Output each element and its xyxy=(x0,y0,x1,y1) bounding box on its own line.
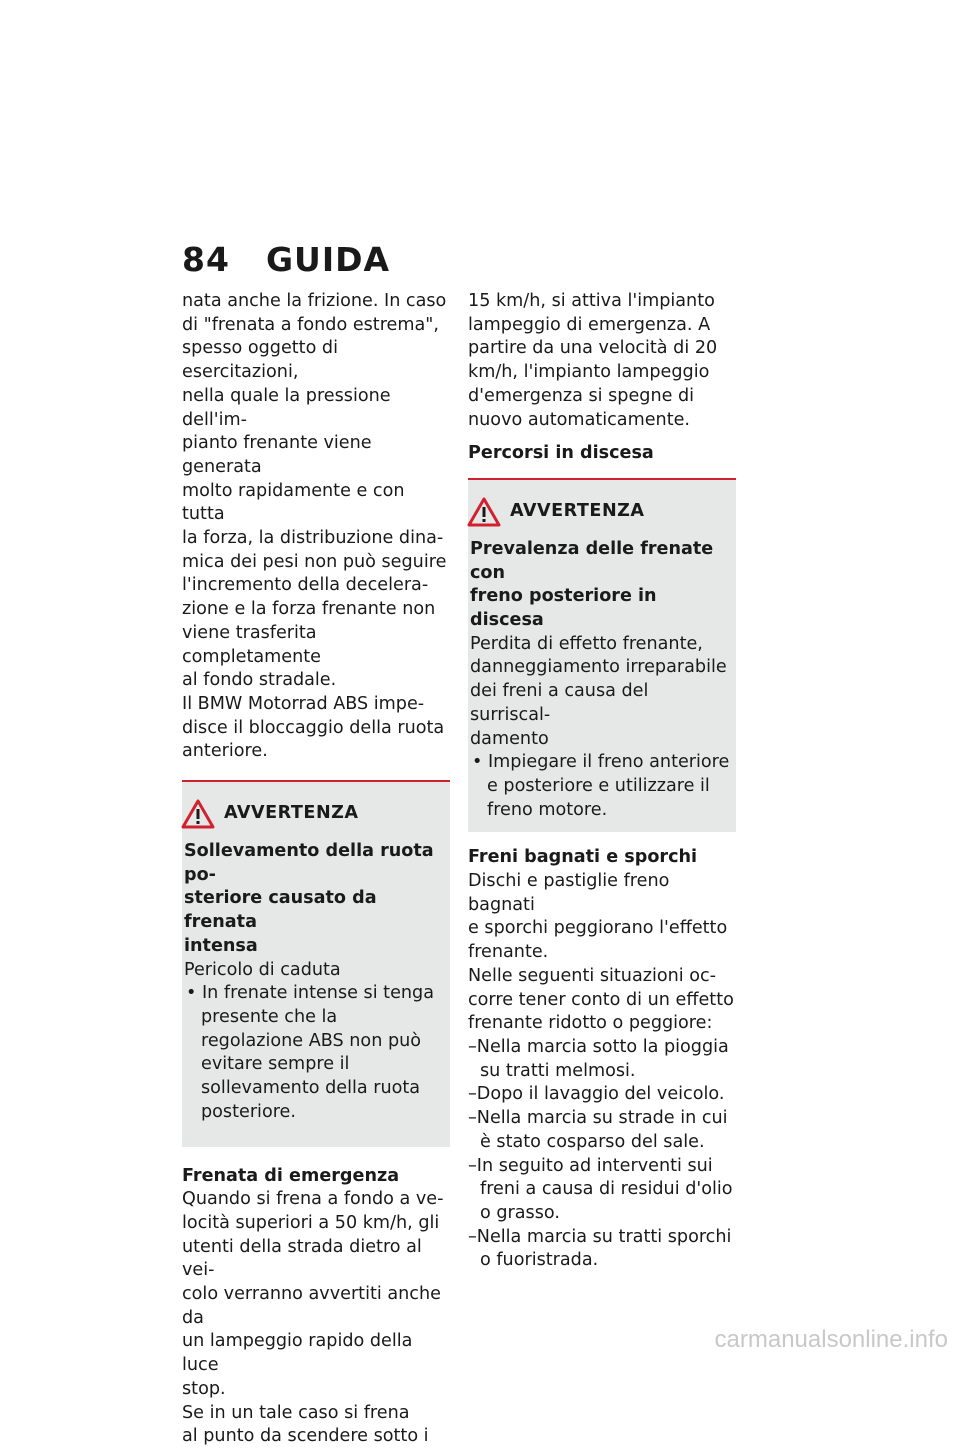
warning-risk: Pericolo di caduta xyxy=(184,959,341,980)
warning-bullet: • In frenate intense si tenga presente che la regolazione ABS non può evitare sempre il sollevamento della ruota posteriore. xyxy=(186,983,434,1122)
right-column xyxy=(468,290,736,1273)
list-item: –Nella marcia su strade in cui è stato cosparso del sale. xyxy=(468,1108,728,1152)
subheading: Freni bagnati e sporchi xyxy=(468,847,698,868)
list-item: –Nella marcia su tratti sporchi o fuoristrada. xyxy=(468,1226,732,1271)
section-title: GUIDA xyxy=(265,239,391,279)
warning-triangle-icon xyxy=(466,496,502,528)
page-header xyxy=(182,238,390,280)
paragraph: Dischi e pastiglie freno bagnati e sporchi peggiorano l'effetto frenante. xyxy=(468,871,728,963)
paragraph: Nelle seguenti situazioni oc- corre tener conto di un effetto frenante ridotto o peggiore: xyxy=(468,965,734,1034)
warning-bullet: • Impiegare il freno anteriore e posteriore e utilizzare il freno motore. xyxy=(472,752,730,820)
warning-heading: Prevalenza delle frenate con freno posteriore in discesa xyxy=(470,538,714,631)
warning-title-row xyxy=(180,798,450,830)
warning-heading: Sollevamento della ruota po- steriore causato da frenata intensa xyxy=(184,841,434,956)
paragraph: nata anche la frizione. In caso di "frenata a fondo estrema", spesso oggetto di esercitazioni, nella quale la pressione dell'im- pianto frenante viene generata molto rapidamente e con tutta la forza, la distribuzione dina- mica dei pesi non può seguire l'incremento della decelera- zione e la forza frenante non viene trasferita completamente al fondo stradale. xyxy=(182,291,447,691)
warning-body xyxy=(468,528,736,822)
watermark: carmanualsonline.info xyxy=(714,1326,948,1353)
list-item: –Dopo il lavaggio del veicolo. xyxy=(468,1084,725,1105)
warning-triangle-icon xyxy=(180,798,216,830)
list-item: –Nella marcia sotto la pioggia su tratti melmosi. xyxy=(468,1036,729,1081)
page-number: 84 xyxy=(182,239,230,279)
paragraph: Il BMW Motorrad ABS impe- disce il bloccaggio della ruota anteriore. xyxy=(182,693,445,762)
warning-title: AVVERTENZA xyxy=(224,803,359,824)
paragraph: Quando si frena a fondo a ve- locità superiori a 50 km/h, gli utenti della strada dietro al vei- colo verranno avvertiti anche da un lampeggio rapido della luce stop. xyxy=(182,1189,444,1399)
subheading: Frenata di emergenza xyxy=(182,1165,400,1186)
paragraph: 15 km/h, si attiva l'impianto lampeggio di emergenza. A partire da una velocità di 20 km/h, l'impianto lampeggio d'emergenza si spegne di nuovo automaticamente. xyxy=(468,291,718,430)
left-column xyxy=(182,290,450,1449)
warning-box xyxy=(182,780,450,1146)
warning-title: AVVERTENZA xyxy=(510,501,645,522)
warning-box xyxy=(468,478,736,832)
warning-title-row xyxy=(466,496,736,528)
paragraph: Se in un tale caso si frena al punto da scendere sotto i xyxy=(182,1402,429,1447)
warning-body xyxy=(182,830,450,1124)
list-item: –In seguito ad interventi sui freni a causa di residui d'olio o grasso. xyxy=(468,1155,733,1223)
subheading: Percorsi in discesa xyxy=(468,443,654,464)
warning-risk: Perdita di effetto frenante, danneggiamento irreparabile dei freni a causa del surriscal- damento xyxy=(470,633,727,749)
